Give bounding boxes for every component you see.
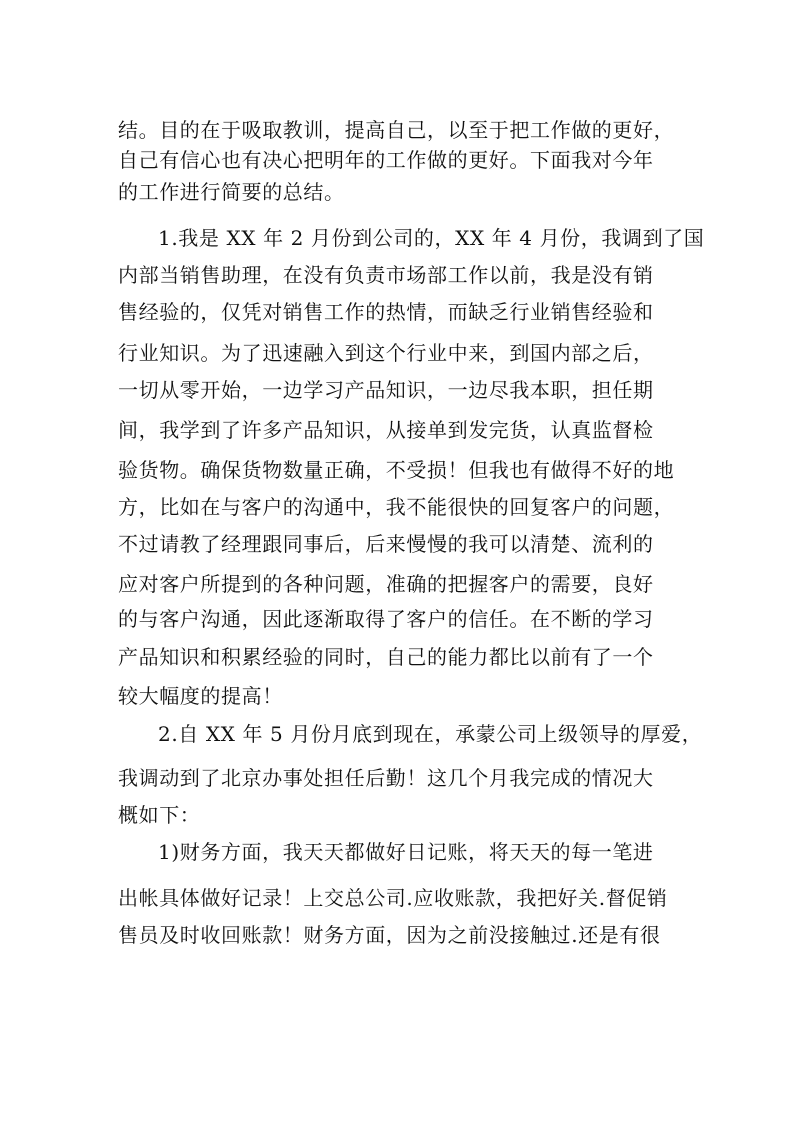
paragraph-line: 内部当销售助理，在没有负责市场部工作以前，我是没有销 [118,263,654,287]
paragraph-line: 1.我是 XX 年 2 月份到公司的，XX 年 4 月份，我调到了国 [158,226,705,250]
paragraph-line: 间，我学到了许多产品知识，从接单到发完货，认真监督检 [118,418,654,442]
paragraph-line: 一切从零开始，一边学习产品知识，一边尽我本职，担任期 [118,378,654,402]
paragraph-line: 的与客户沟通，因此逐渐取得了客户的信任。在不断的学习 [118,607,654,631]
paragraph-line: 1)财务方面，我天天都做好日记账，将天天的每一笔进 [158,840,654,864]
paragraph-line: 较大幅度的提高！ [118,684,283,708]
paragraph-line: 概如下： [118,803,201,827]
paragraph-line: 结。目的在于吸取教训，提高自己，以至于把工作做的更好， [118,118,675,142]
paragraph-line: 售经验的，仅凭对销售工作的热情，而缺乏行业销售经验和 [118,300,654,324]
paragraph-line: 我调动到了北京办事处担任后勤！这几个月我完成的情况大 [118,766,654,790]
paragraph-line: 自己有信心也有决心把明年的工作做的更好。下面我对今年 [118,148,654,172]
paragraph-line: 售员及时收回账款！财务方面，因为之前没接触过.还是有很 [118,923,661,947]
paragraph-line: 出帐具体做好记录！上交总公司.应收账款，我把好关.督促销 [118,886,668,910]
paragraph-line: 验货物。确保货物数量正确，不受损！但我也有做得不好的地 [118,458,675,482]
paragraph-line: 行业知识。为了迅速融入到这个行业中来，到国内部之后， [118,341,654,365]
paragraph-line: 产品知识和积累经验的同时，自己的能力都比以前有了一个 [118,645,654,669]
paragraph-line: 的工作进行简要的总结。 [118,180,345,204]
paragraph-line: 方，比如在与客户的沟通中，我不能很快的回复客户的问题， [118,495,675,519]
paragraph-line: 2.自 XX 年 5 月份月底到现在，承蒙公司上级领导的厚爱， [158,722,703,746]
paragraph-line: 应对客户所提到的各种问题，准确的把握客户的需要，良好 [118,572,654,596]
paragraph-line: 不过请教了经理跟同事后，后来慢慢的我可以清楚、流利的 [118,532,654,556]
